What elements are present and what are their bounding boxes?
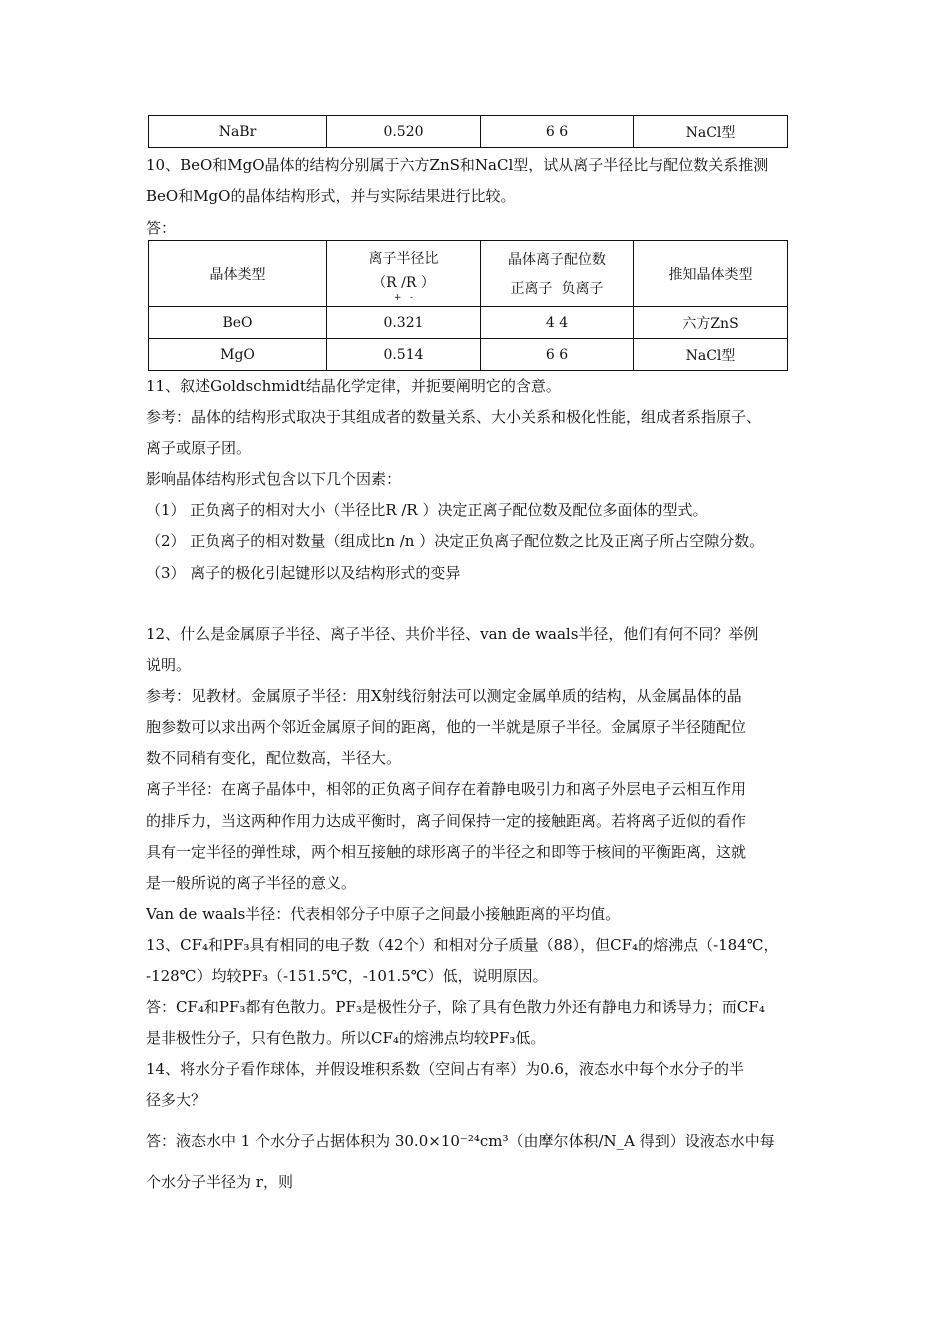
q11-line1: 11、叙述Goldschmidt结晶化学定律，并扼要阐明它的含意。 [146, 377, 561, 395]
q12-line7: 的排斥力，当这两种作用力达成平衡时，离子间保持一定的接触距离。若将离子近似的看作 [146, 812, 747, 830]
cell: NaCl型 [634, 339, 788, 371]
q14-line2: 径多大？ [146, 1091, 207, 1109]
q12-line3: 参考：见教材。金属原子半径：用X射线衍射法可以测定金属单质的结构，从金属晶体的晶 [146, 687, 742, 705]
q14-line1: 14、将水分子看作球体，并假设堆积系数（空间占有率）为0.6，液态水中每个水分子的半 [146, 1060, 744, 1078]
q12-line2: 说明。 [146, 656, 192, 674]
header-crystal-type: 晶体类型 [149, 241, 327, 307]
cell: MgO [149, 339, 327, 371]
q13-line1: 13、CF₄和PF₃具有相同的电子数（42个）和相对分子质量（88），但CF₄的熔沸点（-184℃， [146, 936, 779, 954]
q13-line2: -128℃）均较PF₃（-151.5℃，-101.5℃）低，说明原因。 [146, 967, 548, 985]
cell: 4 4 [481, 307, 634, 339]
header-radius-ratio-line1: 离子半径比 [368, 250, 439, 267]
q10-line1: 10、BeO和MgO晶体的结构分别属于六方ZnS和NaCl型，试从离子半径比与配位数关系推测 [146, 156, 769, 174]
header-inferred-type: 推知晶体类型 [634, 241, 788, 307]
q10-line2: BeO和MgO的晶体结构形式，并与实际结果进行比较。 [146, 187, 516, 205]
table-row [149, 307, 788, 339]
q11-line3: 离子或原子团。 [146, 439, 252, 457]
q12-line10: Van de waals半径：代表相邻分子中原子之间最小接触距离的平均值。 [146, 905, 621, 923]
table-nabr [148, 115, 788, 148]
cell: 0.321 [327, 307, 481, 339]
q14-line4: 个水分子半径为 r，则 [146, 1173, 293, 1191]
header-coordination-line2: 正离子 负离子 [510, 280, 604, 297]
cell: 6 6 [481, 339, 634, 371]
cell: 6 6 [481, 116, 634, 148]
q10-answer: 答： [146, 219, 177, 237]
q14-line3: 答：液态水中 1 个水分子占据体积为 30.0×10⁻²⁴cm³（由摩尔体积/N_A 得到）设液态水中每 [146, 1132, 775, 1150]
q11-item1: （1） 正负离子的相对大小（半径比R /R ）决定正离子配位数及配位多面体的型式。 [146, 501, 708, 519]
header-radius-ratio-sub: + - [393, 292, 414, 303]
header-coordination-line1: 晶体离子配位数 [508, 251, 606, 268]
q12-line9: 是一般所说的离子半径的意义。 [146, 874, 357, 892]
header-radius-ratio-line2: （R /R ） [372, 274, 435, 291]
q11-line2: 参考：晶体的结构形式取决于其组成者的数量关系、大小关系和极化性能，组成者系指原子、 [146, 408, 762, 426]
table-row [149, 116, 788, 148]
q12-line5: 数不同稍有变化，配位数高，半径大。 [146, 749, 402, 767]
cell: NaBr [149, 116, 327, 148]
table-header-row [149, 241, 788, 307]
q13-line3: 答：CF₄和PF₃都有色散力。PF₃是极性分子，除了具有色散力外还有静电力和诱导力；而CF₄ [146, 998, 765, 1016]
cell: NaCl型 [634, 116, 788, 148]
q12-line6: 离子半径：在离子晶体中，相邻的正负离子间存在着静电吸引力和离子外层电子云相互作用 [146, 780, 747, 798]
q11-item3: （3） 离子的极化引起键形以及结构形式的变异 [146, 564, 461, 582]
q12-line1: 12、什么是金属原子半径、离子半径、共价半径、van de waals半径，他们有何不同？举例 [146, 625, 759, 643]
cell: 六方ZnS [634, 307, 788, 339]
q12-line8: 具有一定半径的弹性球，两个相互接触的球形离子的半径之和即等于核间的平衡距离，这就 [146, 843, 747, 861]
q13-line4: 是非极性分子，只有色散力。所以CF₄的熔沸点均较PF₃低。 [146, 1029, 546, 1047]
q12-line4: 胞参数可以求出两个邻近金属原子间的距离，他的一半就是原子半径。金属原子半径随配位 [146, 718, 747, 736]
q11-item2: （2） 正负离子的相对数量（组成比n /n ）决定正负离子配位数之比及正离子所占空隙分数。 [146, 532, 765, 550]
cell: 0.514 [327, 339, 481, 371]
q11-line4: 影响晶体结构形式包含以下几个因素： [146, 470, 402, 488]
table-crystal [148, 240, 788, 371]
table-row [149, 339, 788, 371]
header-coordination [481, 241, 634, 307]
header-radius-ratio [327, 241, 481, 307]
cell: 0.520 [327, 116, 481, 148]
cell: BeO [149, 307, 327, 339]
